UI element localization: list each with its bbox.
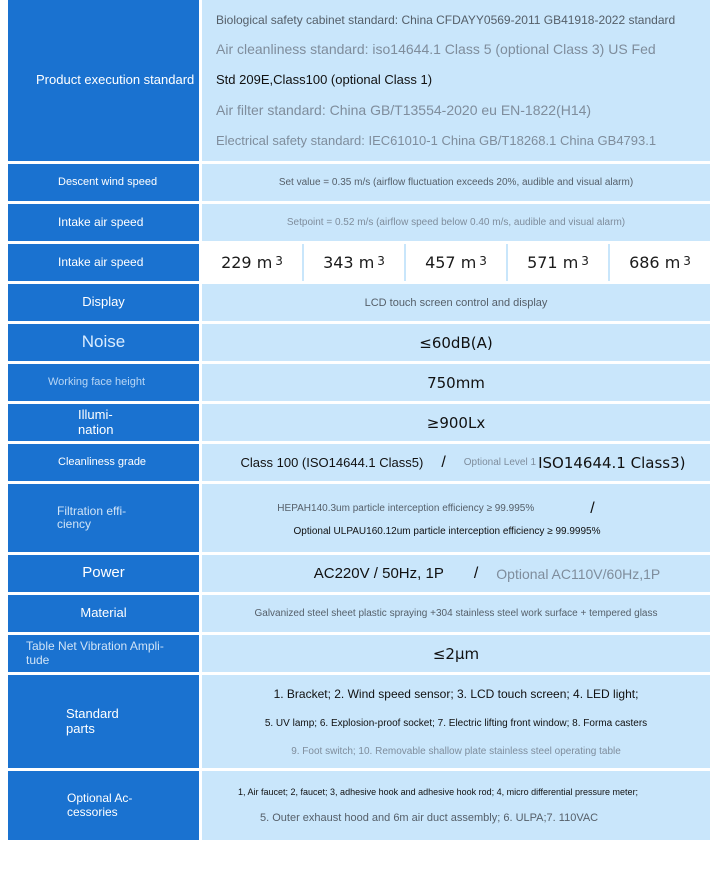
row-value: [202, 0, 710, 161]
filtration-hepa: HEPAH140.3um particle interception efficiency ≥ 99.995% /: [277, 499, 595, 517]
row-label: Illumi- nation: [8, 404, 202, 441]
part-line: 1. Bracket; 2. Wind speed sensor; 3. LCD touch screen; 4. LED light;: [273, 686, 639, 701]
separator: /: [590, 499, 595, 517]
row-label: Power: [8, 555, 202, 592]
standard-line: Electrical safety standard: IEC61010-1 China GB/T18268.1 China GB4793.1: [216, 133, 657, 148]
row-value: ≤60dB(A): [202, 324, 710, 361]
row-value: 750mm: [202, 364, 710, 401]
row-value: ≤2μm: [202, 635, 710, 672]
accessory-line: 5. Outer exhaust hood and 6m air duct assembly; 6. ULPA;7. 110VAC: [260, 811, 599, 824]
row-value: Set value = 0.35 m/s (airflow fluctuation exceeds 20%, audible and visual alarm): [202, 164, 710, 201]
row-label: Working face height: [8, 364, 202, 401]
row-value: ≥900Lx: [202, 404, 710, 441]
row-value: [202, 675, 710, 768]
row-label: Cleanliness grade: [8, 444, 202, 481]
spec-row-noise: [8, 324, 710, 364]
spec-row-cleanliness: [8, 444, 710, 484]
part-line: 9. Foot switch; 10. Removable shallow plate stainless steel operating table: [291, 745, 621, 757]
row-label: Intake air speed: [8, 244, 202, 281]
row-label: Filtration effi- ciency: [8, 484, 202, 552]
separator: /: [441, 453, 446, 471]
airflow-cell: 571 m $^3$: [508, 244, 610, 281]
airflow-cell: 457 m $^3$: [406, 244, 508, 281]
spec-row-working-height: [8, 364, 710, 404]
spec-row-descent-wind-speed: [8, 164, 710, 204]
power-optional: Optional AC110V/60Hz,1P: [496, 565, 661, 582]
spec-row-illumination: [8, 404, 710, 444]
part-line: 5. UV lamp; 6. Explosion-proof socket; 7. Electric lifting front window; 8. Forma casters: [264, 717, 648, 729]
row-label: Display: [8, 284, 202, 321]
cleanliness-optional-class: ISO14644.1 Class3): [538, 453, 686, 472]
spec-row-standard-parts: [8, 675, 710, 771]
standard-line: Air filter standard: China GB/T13554-2020 eu EN-1822(H14): [216, 102, 592, 118]
row-label: Standard parts: [8, 675, 202, 768]
spec-row-material: [8, 595, 710, 635]
row-label: Intake air speed: [8, 204, 202, 241]
spec-row-filtration: [8, 484, 710, 555]
row-value: Galvanized steel sheet plastic spraying +304 stainless steel work surface + tempered glass: [202, 595, 710, 632]
spec-row-product-standard: [8, 0, 710, 164]
airflow-cells: [202, 244, 710, 281]
spec-row-vibration: [8, 635, 710, 675]
cleanliness-standard: Class 100 (ISO14644.1 Class5): [240, 455, 424, 470]
accessory-line: 1, Air faucet; 2, faucet; 3, adhesive hook and adhesive hook rod; 4, micro differential pressure meter;: [238, 787, 639, 798]
row-value: [202, 555, 710, 592]
row-value: Setpoint = 0.52 m/s (airflow speed below 0.40 m/s, audible and visual alarm): [202, 204, 710, 241]
standard-line: Air cleanliness standard: iso14644.1 Class 5 (optional Class 3) US Fed: [216, 41, 656, 57]
row-label: Noise: [8, 324, 202, 361]
row-label: Optional Ac- cessories: [8, 771, 202, 840]
row-value: LCD touch screen control and display: [202, 284, 710, 321]
spec-row-optional-accessories: [8, 771, 710, 843]
row-label: Product execution standard: [8, 0, 202, 161]
standard-line: Biological safety cabinet standard: China CFDAYY0569-2011 GB41918-2022 standard: [216, 13, 676, 27]
row-label: Descent wind speed: [8, 164, 202, 201]
spec-row-display: [8, 284, 710, 324]
standard-line: Std 209E,Class100 (optional Class 1): [216, 72, 433, 87]
spec-row-airflow-volume: [8, 244, 710, 284]
power-standard: AC220V / 50Hz, 1P: [313, 565, 444, 582]
cleanliness-optional: Optional Level 1: [463, 457, 537, 468]
filtration-ulpa: Optional ULPAU160.12um particle interception efficiency ≥ 99.9995%: [293, 525, 601, 537]
airflow-cell: 686 m $^3$: [610, 244, 710, 281]
spec-row-power: [8, 555, 710, 595]
separator: /: [473, 564, 479, 582]
spec-table: [8, 0, 710, 843]
spec-row-intake-air-speed: [8, 204, 710, 244]
airflow-cell: 343 m $^3$: [304, 244, 406, 281]
airflow-cell: 229 m $^3$: [202, 244, 304, 281]
row-label: Material: [8, 595, 202, 632]
row-value: [202, 444, 710, 481]
row-value: [202, 484, 710, 552]
row-label: Table Net Vibration Ampli- tude: [8, 635, 202, 672]
row-value: [202, 771, 710, 840]
